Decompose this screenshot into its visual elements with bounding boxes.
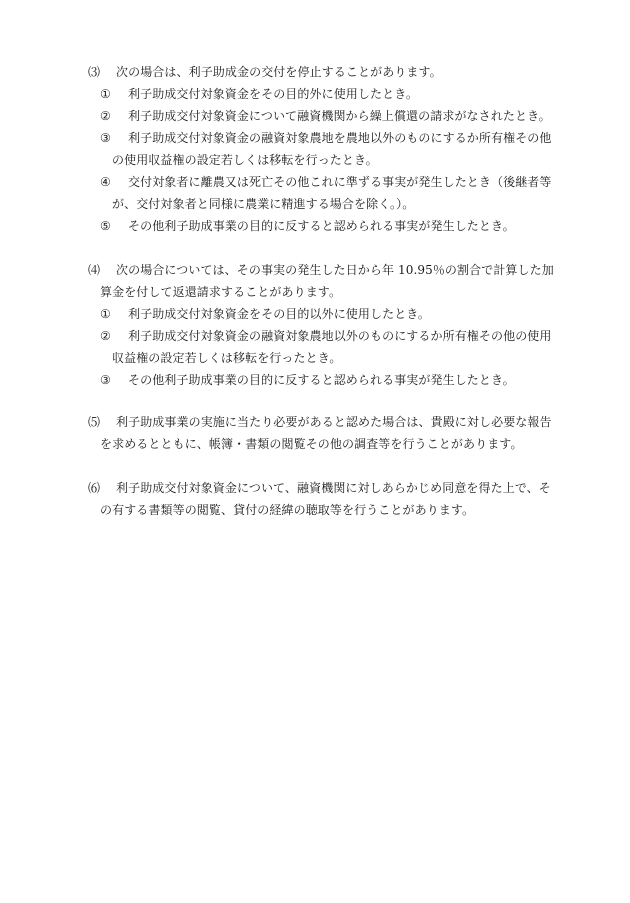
section-6-line-2: の有する書類等の閲覧、貸付の経緯の聴取等を行うことがあります。 [100,503,475,517]
section-4-line-1: ⑷ 次の場合については、その事実の発生した日から年 10.95％の割合で計算した加 [88,263,554,277]
list-item: ① 利子助成交付対象資金をその目的外に使用したとき。 [100,87,418,101]
section-3-line-1: ⑶ 次の場合は、利子助成金の交付を停止することがあります。 [88,65,442,79]
list-item-continuation: 収益権の設定若しくは移転を行ったとき。 [112,351,342,365]
section-marker: ⑷ [88,263,101,277]
list-item: ③ 利子助成交付対象資金の融資対象農地を農地以外のものにするか所有権その他 [100,131,552,145]
list-item-continuation: の使用収益権の設定若しくは移転を行ったとき。 [112,153,378,167]
list-item: ① 利子助成交付対象資金をその目的以外に使用したとき。 [100,307,431,321]
section-5-line-2: を求めるとともに、帳簿・書類の閲覧その他の調査等を行うことがあります。 [100,437,523,451]
item-marker: ② [100,329,111,343]
section-marker: ⑶ [88,65,101,79]
list-item: ② 利子助成交付対象資金の融資対象農地以外のものにするか所有権その他の使用 [100,329,552,343]
section-4-line-2: 算金を付して返還請求することがあります。 [100,285,342,299]
list-item: ⑤ その他利子助成事業の目的に反すると認められる事実が発生したとき。 [100,219,515,233]
item-marker: ② [100,109,111,123]
item-marker: ③ [100,131,111,145]
section-6-line-1: ⑹ 利子助成交付対象資金について、融資機関に対しあらかじめ同意を得た上で、そ [88,481,551,495]
item-marker: ⑤ [100,219,111,233]
list-item: ④ 交付対象者に離農又は死亡その他これに準ずる事実が発生したとき（後継者等 [100,175,552,189]
section-marker: ⑹ [88,481,101,495]
list-item-continuation: が、交付対象者と同様に農業に精進する場合を除く。）。 [112,197,415,211]
section-marker: ⑸ [88,415,101,429]
list-item: ② 利子助成交付対象資金について融資機関から繰上償還の請求がなされたとき。 [100,109,551,123]
item-marker: ④ [100,175,111,189]
item-marker: ① [100,87,111,101]
section-5-line-1: ⑸ 利子助成事業の実施に当たり必要があると認めた場合は、貴殿に対し必要な報告 [88,415,552,429]
item-marker: ① [100,307,111,321]
item-marker: ③ [100,373,111,387]
list-item: ③ その他利子助成事業の目的に反すると認められる事実が発生したとき。 [100,373,515,387]
